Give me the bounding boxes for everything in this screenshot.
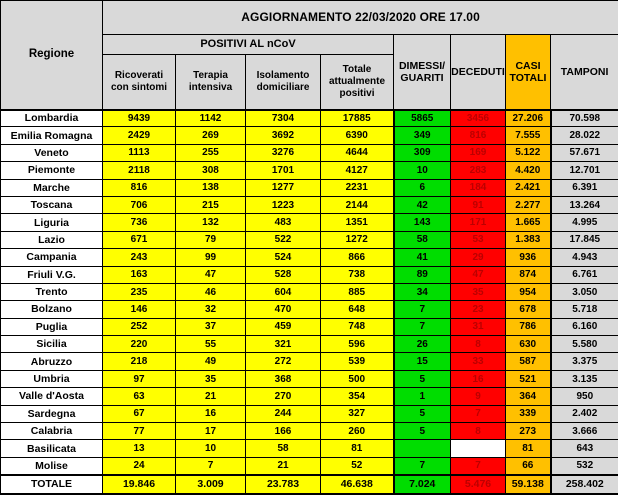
cell-dimessi[interactable]: 89 (394, 266, 451, 283)
cell-casi-totali[interactable]: 7.555 (506, 127, 551, 144)
cell-tamponi[interactable]: 70.598 (551, 110, 618, 127)
cell-tamponi[interactable]: 5.718 (551, 301, 618, 318)
cell-deceduti[interactable]: 184 (451, 179, 506, 196)
cell-dimessi[interactable]: 5 (394, 405, 451, 422)
cell-totale-positivi[interactable]: 648 (321, 301, 394, 318)
cell-regione[interactable]: Calabria (1, 423, 103, 440)
header-casi-line1: CASI (506, 60, 550, 72)
header-casi-line2: TOTALI (506, 72, 550, 84)
header-title: AGGIORNAMENTO 22/03/2020 ORE 17.00 (103, 1, 618, 35)
cell-casi-totali[interactable]: 27.206 (506, 110, 551, 127)
cell-regione[interactable]: Emilia Romagna (1, 127, 103, 144)
table-row (1, 353, 618, 370)
cell-deceduti[interactable]: 33 (451, 353, 506, 370)
cell-casi-totali[interactable]: 630 (506, 336, 551, 353)
cell-deceduti[interactable]: 7 (451, 405, 506, 422)
cell-casi-totali[interactable]: 954 (506, 283, 551, 300)
cell-terapia-intensiva[interactable]: 3.009 (176, 475, 246, 494)
cell-casi-totali[interactable]: 339 (506, 405, 551, 422)
cell-tamponi[interactable]: 57.671 (551, 144, 618, 161)
table-row (1, 214, 618, 231)
cell-ricoverati[interactable]: 97 (103, 370, 176, 387)
cell-terapia-intensiva[interactable]: 37 (176, 318, 246, 335)
cell-casi-totali[interactable]: 874 (506, 266, 551, 283)
cell-deceduti[interactable]: 47 (451, 266, 506, 283)
cell-deceduti[interactable]: 8 (451, 423, 506, 440)
cell-isolamento[interactable]: 1277 (246, 179, 321, 196)
cell-regione[interactable]: Lazio (1, 231, 103, 248)
cell-isolamento[interactable]: 21 (246, 457, 321, 474)
cell-casi-totali[interactable]: 1.665 (506, 214, 551, 231)
header-tamponi: TAMPONI (551, 35, 618, 110)
cell-deceduti[interactable]: 91 (451, 196, 506, 213)
cell-deceduti[interactable]: 7 (451, 457, 506, 474)
table-row (1, 388, 618, 405)
cell-ricoverati[interactable]: 706 (103, 196, 176, 213)
cell-deceduti[interactable]: 8 (451, 336, 506, 353)
cell-regione[interactable]: Umbria (1, 370, 103, 387)
table-row (1, 144, 618, 161)
cell-tamponi[interactable]: 2.402 (551, 405, 618, 422)
cell-tamponi[interactable]: 3.375 (551, 353, 618, 370)
cell-terapia-intensiva[interactable]: 10 (176, 440, 246, 457)
cell-terapia-intensiva[interactable]: 49 (176, 353, 246, 370)
cell-isolamento[interactable]: 270 (246, 388, 321, 405)
cell-dimessi[interactable]: 41 (394, 249, 451, 266)
cell-dimessi[interactable]: 309 (394, 144, 451, 161)
cell-totale-positivi[interactable]: 354 (321, 388, 394, 405)
cell-isolamento[interactable]: 1701 (246, 162, 321, 179)
cell-dimessi[interactable]: 15 (394, 353, 451, 370)
cell-ricoverati[interactable]: 67 (103, 405, 176, 422)
cell-terapia-intensiva[interactable]: 255 (176, 144, 246, 161)
cell-terapia-intensiva[interactable]: 17 (176, 423, 246, 440)
cell-dimessi[interactable]: 7 (394, 318, 451, 335)
cell-terapia-intensiva[interactable]: 138 (176, 179, 246, 196)
cell-tamponi[interactable]: 28.022 (551, 127, 618, 144)
cell-ricoverati[interactable]: 671 (103, 231, 176, 248)
table-row (1, 196, 618, 213)
cell-tamponi[interactable]: 4.943 (551, 249, 618, 266)
cell-casi-totali[interactable]: 786 (506, 318, 551, 335)
header-terapia-intensiva (176, 55, 246, 110)
table-row (1, 423, 618, 440)
cell-tamponi[interactable]: 643 (551, 440, 618, 457)
cell-dimessi[interactable]: 5 (394, 370, 451, 387)
cell-dimessi[interactable]: 7 (394, 457, 451, 474)
cell-ricoverati[interactable]: 243 (103, 249, 176, 266)
cell-regione[interactable]: Valle d'Aosta (1, 388, 103, 405)
table-row (1, 127, 618, 144)
table-row (1, 440, 618, 457)
cell-isolamento[interactable]: 3692 (246, 127, 321, 144)
cell-totale-positivi[interactable]: 539 (321, 353, 394, 370)
cell-terapia-intensiva[interactable]: 35 (176, 370, 246, 387)
cell-dimessi[interactable]: 10 (394, 162, 451, 179)
cell-ricoverati[interactable]: 252 (103, 318, 176, 335)
cell-isolamento[interactable]: 3276 (246, 144, 321, 161)
cell-dimessi[interactable]: 7 (394, 301, 451, 318)
cell-ricoverati[interactable]: 218 (103, 353, 176, 370)
cell-tamponi[interactable]: 13.264 (551, 196, 618, 213)
cell-casi-totali[interactable]: 936 (506, 249, 551, 266)
cell-isolamento[interactable]: 321 (246, 336, 321, 353)
header-dimessi-line1: DIMESSI/ (394, 60, 450, 72)
table-row (1, 249, 618, 266)
table-row (1, 266, 618, 283)
table-row (1, 457, 618, 474)
table-row (1, 318, 618, 335)
cell-dimessi[interactable]: 26 (394, 336, 451, 353)
cell-isolamento[interactable]: 368 (246, 370, 321, 387)
cell-isolamento[interactable]: 470 (246, 301, 321, 318)
cell-deceduti[interactable]: 5.476 (451, 475, 506, 494)
header-casi-totali (506, 35, 551, 110)
cell-isolamento[interactable]: 483 (246, 214, 321, 231)
cell-terapia-intensiva[interactable]: 55 (176, 336, 246, 353)
cell-isolamento[interactable]: 528 (246, 266, 321, 283)
cell-totale-positivi[interactable]: 6390 (321, 127, 394, 144)
cell-tamponi[interactable]: 6.761 (551, 266, 618, 283)
cell-deceduti[interactable]: 9 (451, 388, 506, 405)
cell-deceduti[interactable]: 53 (451, 231, 506, 248)
cell-tamponi[interactable]: 3.135 (551, 370, 618, 387)
cell-regione[interactable]: Sardegna (1, 405, 103, 422)
cell-totale-positivi[interactable]: 17885 (321, 110, 394, 127)
cell-totale-positivi[interactable]: 4644 (321, 144, 394, 161)
cell-totale-positivi[interactable]: 738 (321, 266, 394, 283)
cell-totale-positivi[interactable]: 885 (321, 283, 394, 300)
cell-ricoverati[interactable]: 2429 (103, 127, 176, 144)
cell-regione[interactable]: Campania (1, 249, 103, 266)
table-row (1, 283, 618, 300)
cell-deceduti[interactable]: 283 (451, 162, 506, 179)
cell-regione[interactable]: Friuli V.G. (1, 266, 103, 283)
table-row (1, 301, 618, 318)
header-isolamento-line1: Isolamento (246, 70, 320, 82)
header-deceduti: DECEDUTI (451, 35, 506, 110)
cell-totale-positivi[interactable]: 327 (321, 405, 394, 422)
table-row (1, 370, 618, 387)
cell-dimessi[interactable]: 42 (394, 196, 451, 213)
cell-totale-positivi[interactable]: 2144 (321, 196, 394, 213)
cell-terapia-intensiva[interactable]: 308 (176, 162, 246, 179)
cell-totale-positivi[interactable]: 596 (321, 336, 394, 353)
cell-dimessi[interactable]: 7.024 (394, 475, 451, 494)
cell-regione[interactable]: Toscana (1, 196, 103, 213)
cell-regione[interactable]: TOTALE (1, 475, 103, 494)
header-totale-att-line3: positivi (321, 88, 393, 100)
cell-totale-positivi[interactable]: 4127 (321, 162, 394, 179)
cell-ricoverati[interactable]: 146 (103, 301, 176, 318)
cell-isolamento[interactable]: 1223 (246, 196, 321, 213)
cell-regione[interactable]: Puglia (1, 318, 103, 335)
cell-ricoverati[interactable]: 220 (103, 336, 176, 353)
cell-isolamento[interactable]: 522 (246, 231, 321, 248)
cell-terapia-intensiva[interactable]: 32 (176, 301, 246, 318)
cell-casi-totali[interactable]: 5.122 (506, 144, 551, 161)
cell-tamponi[interactable]: 6.160 (551, 318, 618, 335)
cell-tamponi[interactable]: 3.666 (551, 423, 618, 440)
cell-deceduti[interactable] (451, 440, 506, 457)
cell-casi-totali[interactable]: 587 (506, 353, 551, 370)
header-isolamento-line2: domiciliare (246, 82, 320, 94)
cell-dimessi[interactable]: 34 (394, 283, 451, 300)
cell-tamponi[interactable]: 3.050 (551, 283, 618, 300)
cell-dimessi[interactable]: 349 (394, 127, 451, 144)
header-dimessi-line2: GUARITI (394, 72, 450, 84)
cell-dimessi[interactable]: 58 (394, 231, 451, 248)
table-body (1, 110, 618, 494)
header-totale-att-line2: attualmente (321, 76, 393, 88)
cell-regione[interactable]: Sicilia (1, 336, 103, 353)
cell-tamponi[interactable]: 6.391 (551, 179, 618, 196)
header-ricoverati-con-sintomi (103, 55, 176, 110)
cell-ricoverati[interactable]: 9439 (103, 110, 176, 127)
cell-deceduti[interactable]: 16 (451, 370, 506, 387)
cell-terapia-intensiva[interactable]: 7 (176, 457, 246, 474)
cell-tamponi[interactable]: 950 (551, 388, 618, 405)
cell-dimessi[interactable]: 143 (394, 214, 451, 231)
cell-deceduti[interactable]: 23 (451, 301, 506, 318)
cell-casi-totali[interactable]: 521 (506, 370, 551, 387)
cell-regione[interactable]: Lombardia (1, 110, 103, 127)
cell-dimessi[interactable]: 1 (394, 388, 451, 405)
header-group-positivi: POSITIVI AL nCoV (103, 35, 394, 55)
cell-isolamento[interactable]: 23.783 (246, 475, 321, 494)
cell-ricoverati[interactable]: 77 (103, 423, 176, 440)
table-header (1, 1, 618, 110)
cell-tamponi[interactable]: 4.995 (551, 214, 618, 231)
cell-ricoverati[interactable]: 235 (103, 283, 176, 300)
cell-tamponi[interactable]: 532 (551, 457, 618, 474)
cell-isolamento[interactable]: 58 (246, 440, 321, 457)
cell-deceduti[interactable]: 169 (451, 144, 506, 161)
cell-totale-positivi[interactable]: 2231 (321, 179, 394, 196)
cell-casi-totali[interactable]: 2.277 (506, 196, 551, 213)
cell-ricoverati[interactable]: 816 (103, 179, 176, 196)
cell-ricoverati[interactable]: 163 (103, 266, 176, 283)
table-total-row (1, 475, 618, 494)
cell-deceduti[interactable]: 171 (451, 214, 506, 231)
cell-tamponi[interactable]: 12.701 (551, 162, 618, 179)
cell-casi-totali[interactable]: 59.138 (506, 475, 551, 494)
table-row (1, 405, 618, 422)
cell-casi-totali[interactable]: 4.420 (506, 162, 551, 179)
table-row (1, 179, 618, 196)
cell-casi-totali[interactable]: 66 (506, 457, 551, 474)
cell-regione[interactable]: Abruzzo (1, 353, 103, 370)
cell-casi-totali[interactable]: 1.383 (506, 231, 551, 248)
cell-dimessi[interactable]: 5 (394, 423, 451, 440)
cell-terapia-intensiva[interactable]: 132 (176, 214, 246, 231)
header-totale-att-line1: Totale (321, 64, 393, 76)
cell-deceduti[interactable]: 35 (451, 283, 506, 300)
cell-ricoverati[interactable]: 2118 (103, 162, 176, 179)
header-terapia-line1: Terapia (176, 70, 245, 82)
cell-totale-positivi[interactable]: 52 (321, 457, 394, 474)
cell-casi-totali[interactable]: 273 (506, 423, 551, 440)
cell-isolamento[interactable]: 524 (246, 249, 321, 266)
cell-terapia-intensiva[interactable]: 21 (176, 388, 246, 405)
cell-regione[interactable]: Trento (1, 283, 103, 300)
cell-terapia-intensiva[interactable]: 215 (176, 196, 246, 213)
cell-casi-totali[interactable]: 2.421 (506, 179, 551, 196)
cell-regione[interactable]: Veneto (1, 144, 103, 161)
cell-regione[interactable]: Basilicata (1, 440, 103, 457)
cell-tamponi[interactable]: 17.845 (551, 231, 618, 248)
cell-ricoverati[interactable]: 13 (103, 440, 176, 457)
cell-totale-positivi[interactable]: 866 (321, 249, 394, 266)
cell-regione[interactable]: Liguria (1, 214, 103, 231)
cell-casi-totali[interactable]: 364 (506, 388, 551, 405)
cell-deceduti[interactable]: 29 (451, 249, 506, 266)
header-regione: Regione (1, 1, 103, 110)
cell-ricoverati[interactable]: 19.846 (103, 475, 176, 494)
cell-dimessi[interactable] (394, 440, 451, 457)
cell-terapia-intensiva[interactable]: 47 (176, 266, 246, 283)
cell-deceduti[interactable]: 816 (451, 127, 506, 144)
cell-isolamento[interactable]: 244 (246, 405, 321, 422)
cell-dimessi[interactable]: 6 (394, 179, 451, 196)
cell-tamponi[interactable]: 258.402 (551, 475, 618, 494)
cell-deceduti[interactable]: 31 (451, 318, 506, 335)
table-row (1, 110, 618, 127)
cell-regione[interactable]: Bolzano (1, 301, 103, 318)
cell-ricoverati[interactable]: 24 (103, 457, 176, 474)
cell-ricoverati[interactable]: 63 (103, 388, 176, 405)
cell-isolamento[interactable]: 459 (246, 318, 321, 335)
cell-terapia-intensiva[interactable]: 16 (176, 405, 246, 422)
cell-tamponi[interactable]: 5.580 (551, 336, 618, 353)
cell-totale-positivi[interactable]: 81 (321, 440, 394, 457)
cell-isolamento[interactable]: 166 (246, 423, 321, 440)
cell-regione[interactable]: Piemonte (1, 162, 103, 179)
header-ricoverati-line1: Ricoverati (103, 70, 175, 82)
table-row (1, 231, 618, 248)
cell-casi-totali[interactable]: 678 (506, 301, 551, 318)
cell-totale-positivi[interactable]: 1351 (321, 214, 394, 231)
cell-terapia-intensiva[interactable]: 46 (176, 283, 246, 300)
table-row (1, 336, 618, 353)
cell-regione[interactable]: Marche (1, 179, 103, 196)
header-terapia-line2: intensiva (176, 82, 245, 94)
cell-terapia-intensiva[interactable]: 1142 (176, 110, 246, 127)
cell-terapia-intensiva[interactable]: 79 (176, 231, 246, 248)
cell-terapia-intensiva[interactable]: 99 (176, 249, 246, 266)
header-dimessi-guariti (394, 35, 451, 110)
cell-totale-positivi[interactable]: 748 (321, 318, 394, 335)
header-ricoverati-line2: con sintomi (103, 82, 175, 94)
cell-dimessi[interactable]: 5865 (394, 110, 451, 127)
cell-isolamento[interactable]: 604 (246, 283, 321, 300)
cell-ricoverati[interactable]: 1113 (103, 144, 176, 161)
cell-isolamento[interactable]: 272 (246, 353, 321, 370)
cell-regione[interactable]: Molise (1, 457, 103, 474)
cell-ricoverati[interactable]: 736 (103, 214, 176, 231)
cell-terapia-intensiva[interactable]: 269 (176, 127, 246, 144)
cell-totale-positivi[interactable]: 500 (321, 370, 394, 387)
table-row (1, 162, 618, 179)
cell-totale-positivi[interactable]: 260 (321, 423, 394, 440)
header-totale-attualmente-positivi (321, 55, 394, 110)
cell-totale-positivi[interactable]: 46.638 (321, 475, 394, 494)
cell-isolamento[interactable]: 7304 (246, 110, 321, 127)
cell-totale-positivi[interactable]: 1272 (321, 231, 394, 248)
cell-casi-totali[interactable]: 81 (506, 440, 551, 457)
header-isolamento-domiciliare (246, 55, 321, 110)
cell-deceduti[interactable]: 3456 (451, 110, 506, 127)
